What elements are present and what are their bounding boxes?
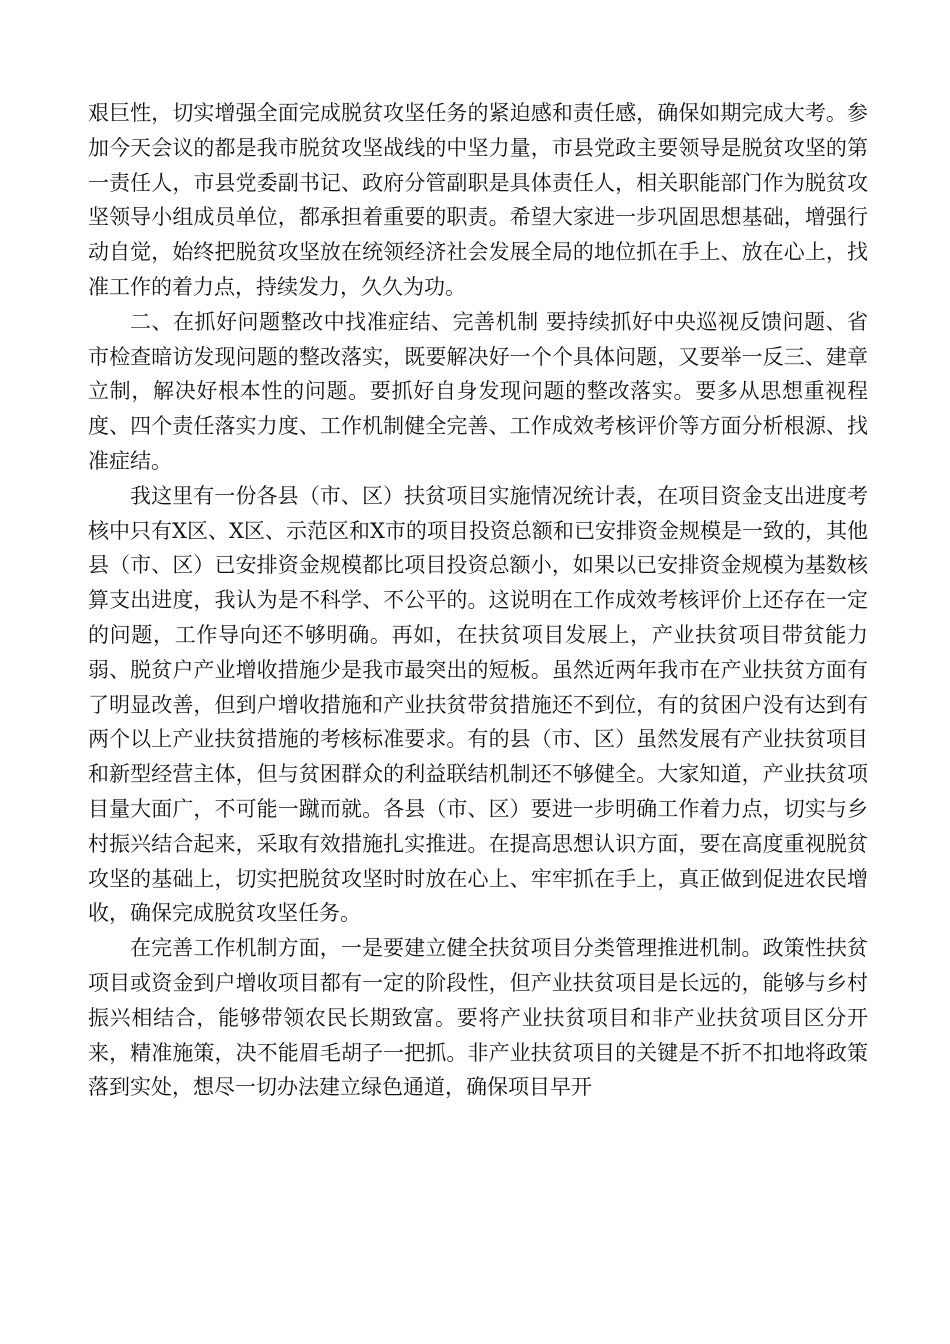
paragraph-1: 艰巨性，切实增强全面完成脱贫攻坚任务的紧迫感和责任感，确保如期完成大考。参加今天会议的都是我市脱贫攻坚战线的中坚力量，市县党政主要领导是脱贫攻坚的第一责任人，市县党委副书记、政府分管副职是具体责任人，相关职能部门作为脱贫攻坚领导小组成员单位，都承担着重要的职责。希望大家进一步巩固思想基础，增强行动自觉，始终把脱贫攻坚放在统领经济社会发展全局的地位抓在手上、放在心上，找准工作的着力点，持续发力，久久为功。 <box>88 101 868 299</box>
paragraph-3: 我这里有一份各县（市、区）扶贫项目实施情况统计表，在项目资金支出进度考核中只有X区、X区、示范区和X市的项目投资总额和已安排资金规模是一致的，其他县（市、区）已安排资金规模都比项目投资总额小，如果以已安排资金规模为基数核算支出进度，我认为是不科学、不公平的。这说明在工作成效考核评价上还存在一定的问题，工作导向还不够明确。再如，在扶贫项目发展上，产业扶贫项目带贫能力弱、脱贫户产业增收措施少是我市最突出的短板。虽然近两年我市在产业扶贫方面有了明显改善，但到户增收措施和产业扶贫带贫措施还不到位，有的贫困户没有达到有两个以上产业扶贫措施的考核标准要求。有的县（市、区）虽然发展有产业扶贫项目和新型经营主体，但与贫困群众的利益联结机制还不够健全。大家知道，产业扶贫项目量大面广，不可能一蹴而就。各县（市、区）要进一步明确工作着力点，切实与乡村振兴结合起来，采取有效措施扎实推进。在提高思想认识方面，要在高度重视脱贫攻坚的基础上，切实把脱贫攻坚时时放在心上、牢牢抓在手上，真正做到促进农民增收，确保完成脱贫攻坚任务。 <box>88 483 868 926</box>
paragraph-2: 二、在抓好问题整改中找准症结、完善机制 要持续抓好中央巡视反馈问题、省市检查暗访发现问题的整改落实，既要解决好一个个具体问题，又要举一反三、建章立制，解决好根本性的问题。要抓好自身发现问题的整改落实。要多从思想重视程度、四个责任落实力度、工作机制健全完善、工作成效考核评价等方面分析根源、找准症结。 <box>88 309 868 473</box>
document-page <box>88 96 868 1105</box>
paragraph-4: 在完善工作机制方面，一是要建立健全扶贫项目分类管理推进机制。政策性扶贫项目或资金到户增收项目都有一定的阶段性，但产业扶贫项目是长远的，能够与乡村振兴相结合，能够带领农民长期致富。要将产业扶贫项目和非产业扶贫项目区分开来，精准施策，决不能眉毛胡子一把抓。非产业扶贫项目的关键是不折不扣地将政策落到实处，想尽一切办法建立绿色通道，确保项目早开 <box>88 936 868 1100</box>
